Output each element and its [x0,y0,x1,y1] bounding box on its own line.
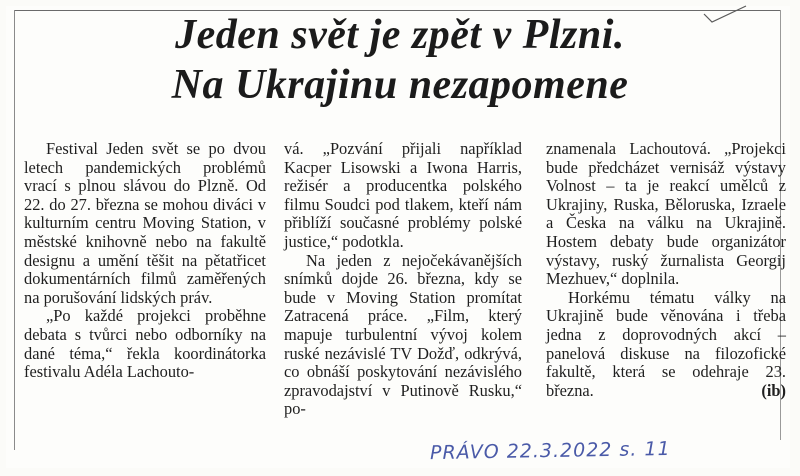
column-3-paragraph-2-text: Horkému tématu války na Ukrajině bude věnována i třeba jedna z doprovodných akcí – panelová diskuse na filozofické fakultě, která se odehraje 23. března. [546,287,786,400]
headline-line-2: Na Ukrajinu nezapomene [171,62,629,108]
handwritten-source-note: PRÁVO 22.3.2022 s. 11 [429,437,671,465]
column-3-paragraph-1: znamenala Lachoutová. „Projekci bude předcházet vernisáž výstavy Volnost – ta je reakcí umělců z Ukrajiny, Ruska, Běloruska, Izraele a Česka na válku na Ukrajině. Hostem debaty bude organizátor výstavy, ruský žurnalista Georgij Mezhuev,“ doplnila. [546,139,786,289]
article-column-1 [24,140,266,382]
column-1-paragraph-1: Festival Jeden svět se po dvou letech pandemických problémů vrací s plnou slávou do Plzně. Od 22. do 27. března se mohou diváci v kulturním centru Moving Station, v městské knihovně nebo na fakultě designu a umění těšit na pětatřicet dokumentárních filmů zaměřených na porušování lidských práv. [24,139,266,307]
article-column-2 [284,140,522,419]
column-2-paragraph-1: vá. „Pozvání přijali například Kacper Lisowski a Iwona Harris, režisér a producentka polského filmu Soudci pod tlakem, kteří nám přiblíží současné problémy polské justice,“ podotkla. [284,139,522,251]
article-column-3 [546,140,786,400]
headline-line-1: Jeden svět je zpět v Plzni. [175,12,625,58]
author-signature: (ib) [761,380,786,400]
column-3-paragraph-2 [546,289,786,401]
clipping-edge-left [14,10,15,450]
column-1-paragraph-2: „Po každé projekci proběhne debata s tvůrci nebo odborníky na dané téma,“ řekla koordinátorka festivalu Adéla Lachouto- [24,306,266,382]
column-2-paragraph-2: Na jeden z nejočekávanějších snímků dojde 26. března, kdy se bude v Moving Station promítat Zatracená práce. „Film, který mapuje turbulentní vývoj kolem ruské nezávislé TV Dožď, odkrývá, co obnáší poskytování nezávislého zpravodajství v Putinově Rusku,“ po- [284,250,522,419]
article-headline [40,10,760,110]
